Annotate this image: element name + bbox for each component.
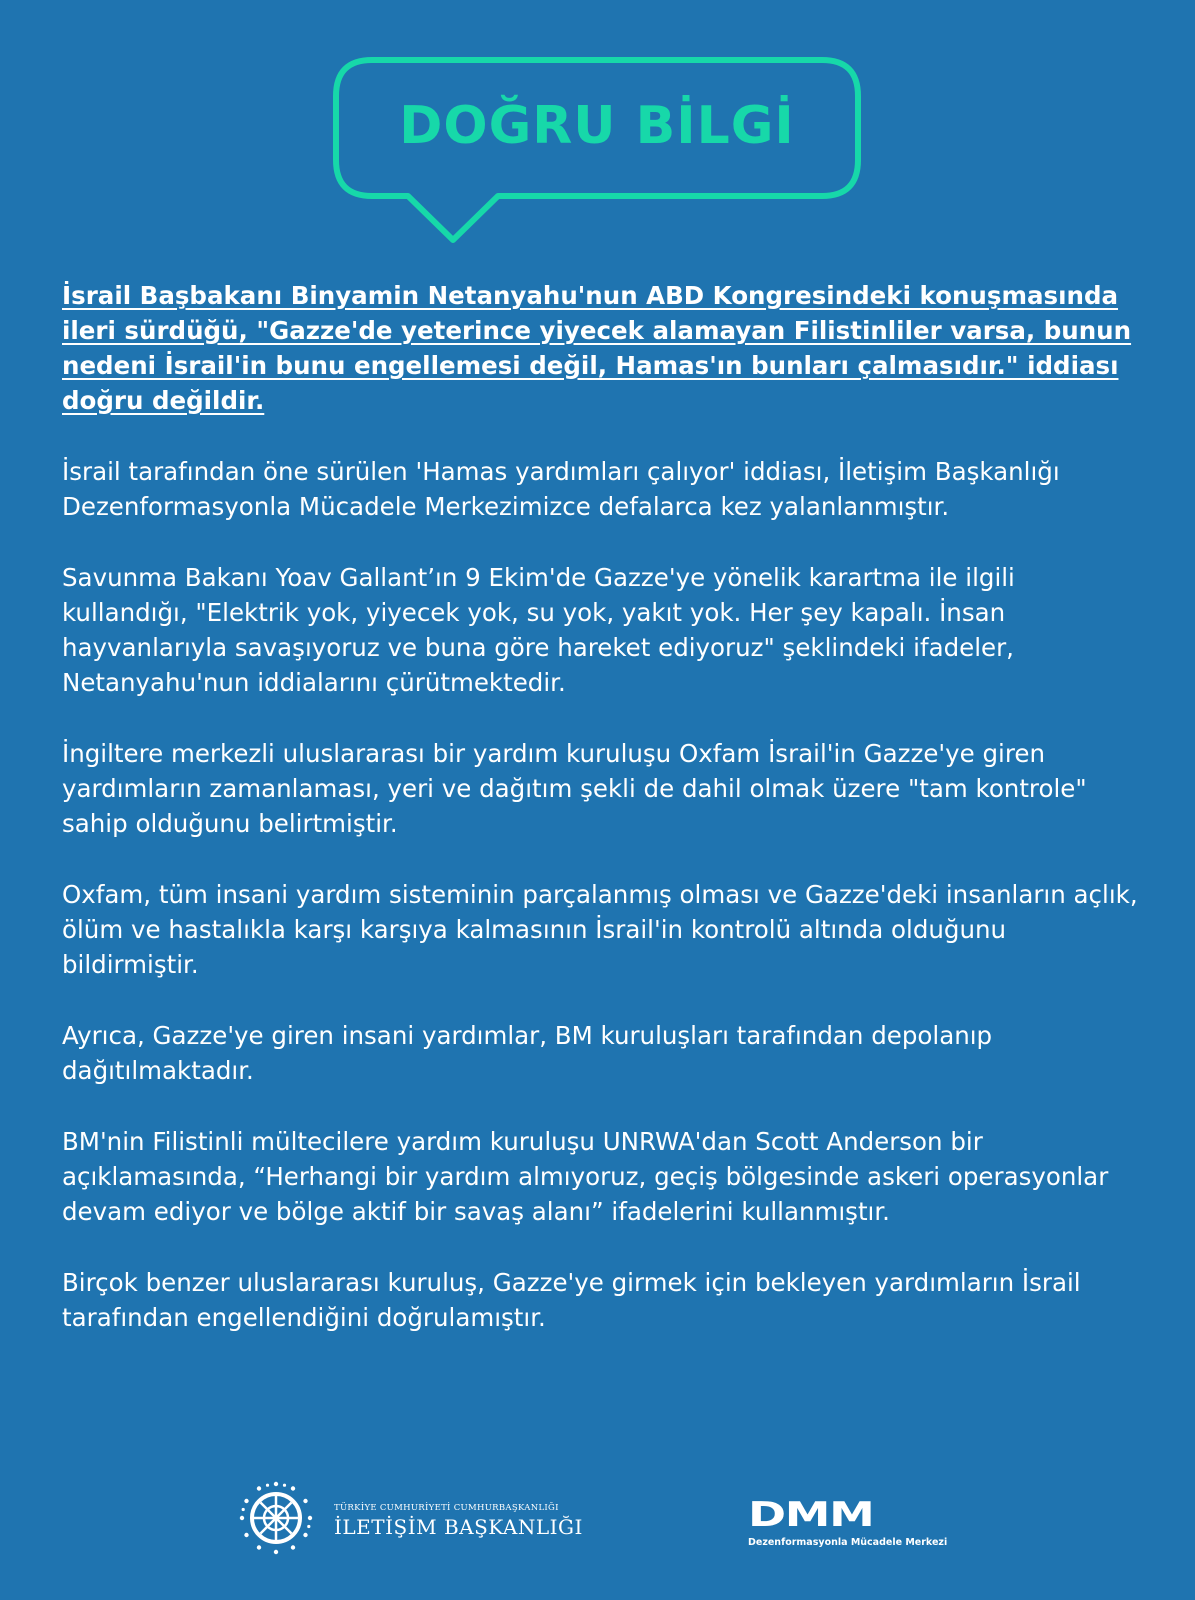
paragraph: İngiltere merkezli uluslararası bir yardım kuruluşu Oxfam İsrail'in Gazze'ye giren yardımların zamanlaması, yeri ve dağıtım şekli de dahil olmak üzere "tam kontrole" sahip olduğunu belirtmiştir. [62,739,1087,838]
lead-statement: İsrail Başbakanı Binyamin Netanyahu'nun ABD Kongresindeki konuşmasında ileri sürdüğü, "Gazze'de yeterince yiyecek alamayan Filistinliler varsa, bunun nedeni İsrail'in bunu engellemesi değil, Hamas'ın bunları çalmasıdır." iddiası doğru değildir. [62,281,1132,415]
iletisim-org-name: İLETİŞİM BAŞKANLIĞI [334,1515,583,1539]
dmm-logo [748,1495,948,1550]
page-title: DOĞRU BİLGİ [399,96,795,156]
footer [0,1470,1195,1570]
speech-bubble [332,56,862,256]
star-crescent-emblem-icon [236,1478,316,1558]
article-body [62,278,1142,1371]
paragraph: Ayrıca, Gazze'ye giren insani yardımlar, BM kuruluşları tarafından depolanıp dağıtılmaktadır. [62,1021,993,1085]
iletisim-org-line: TÜRKİYE CUMHURİYETİ CUMHURBAŞKANLIĞI [334,1503,559,1513]
paragraph: Savunma Bakanı Yoav Gallant’ın 9 Ekim'de Gazze'ye yönelik karartma ile ilgili kullandığı, "Elektrik yok, yiyecek yok, su yok, yakıt yok. Her şey kapalı. İnsan hayvanlarıyla savaşıyoruz ve buna göre hareket ediyoruz" şeklindeki ifadeler, Netanyahu'nun iddialarını çürütmektedir. [62,563,1015,697]
paragraph: Birçok benzer uluslararası kuruluş, Gazze'ye girmek için bekleyen yardımların İsrail tarafından engellendiğini doğrulamıştır. [62,1268,1081,1332]
paragraph: İsrail tarafından öne sürülen 'Hamas yardımları çalıyor' iddiası, İletişim Başkanlığı Dezenformasyonla Mücadele Merkezimizce defalarca kez yalanlanmıştır. [62,457,1060,521]
paragraph: BM'nin Filistinli mültecilere yardım kuruluşu UNRWA'dan Scott Anderson bir açıklamasında, “Herhangi bir yardım almıyoruz, geçiş bölgesinde askeri operasyonlar devam ediyor ve bölge aktif bir savaş alanı” ifadelerini kullanmıştır. [62,1127,1109,1226]
dmm-wordmark: DMM [748,1495,874,1535]
iletisim-baskanligi-logo [334,1502,583,1540]
paragraph: Oxfam, tüm insani yardım sisteminin parçalanmış olması ve Gazze'deki insanların açlık, ölüm ve hastalıkla karşı karşıya kalmasının İsrail'in kontrolü altında olduğunu bildirmiştir. [62,880,1138,979]
dmm-full-name: Dezenformasyonla Mücadele Merkezi [748,1537,948,1548]
